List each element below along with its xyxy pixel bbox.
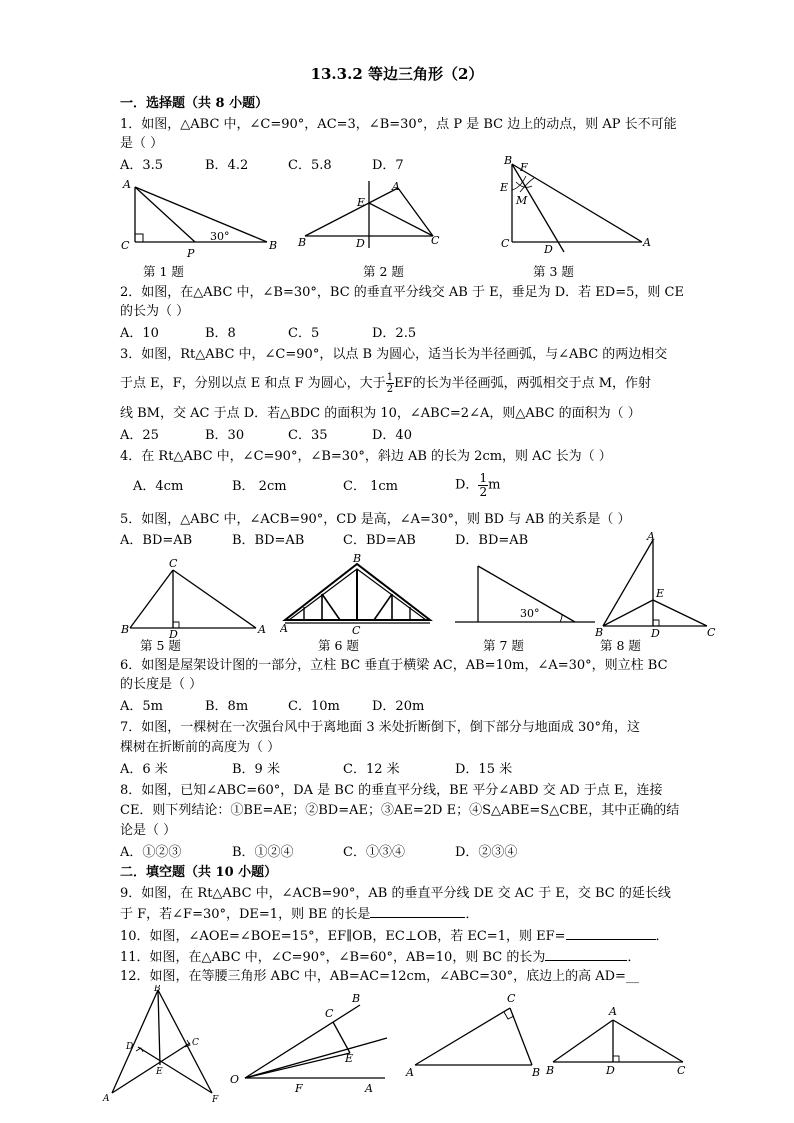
q8-option-b[interactable]: B．①②④	[232, 845, 294, 860]
fig1-label-a: A	[123, 178, 131, 191]
q3-option-a[interactable]: A．25	[120, 428, 159, 443]
fig3-label-b: B	[504, 154, 513, 167]
fig8-label-a: A	[647, 530, 655, 543]
q6-option-a[interactable]: A．5m	[120, 699, 163, 714]
q2-option-d[interactable]: D．2.5	[372, 326, 417, 341]
q11-answer-blank[interactable]	[545, 948, 627, 961]
q8-line3: 论是（ ）	[120, 823, 177, 838]
fig12-label-a: A	[609, 1005, 617, 1018]
fig8-label-e: E	[656, 587, 665, 600]
figure-12	[543, 1000, 693, 1080]
q6-line1: 6．如图是屋架设计图的一部分，立柱 BC 垂直于横梁 AC，AB=10m，∠A=30°，则立柱 BC	[120, 658, 668, 673]
q9-line1: 9．如图，在 Rt△ABC 中，∠ACB=90°，AB 的垂直平分线 DE 交 AC 于 E，交 BC 的延长线	[120, 886, 671, 901]
q7-option-c[interactable]: C．12 米	[343, 762, 400, 777]
q9-line2-text: 于 F，若∠F=30°，DE=1，则 BE 的长是	[120, 907, 371, 922]
fig1-label-p: P	[187, 247, 195, 260]
q12-line1	[120, 968, 639, 986]
fig3-label-m: M	[516, 194, 528, 207]
q10-answer-blank[interactable]	[566, 927, 656, 940]
fig3-label-a: A	[643, 236, 651, 249]
fig10-label-o: O	[230, 1073, 240, 1086]
q6-option-c[interactable]: C．10m	[288, 699, 340, 714]
fig3-label-f: F	[520, 161, 528, 174]
q8-option-d[interactable]: D．②③④	[455, 845, 518, 860]
q3-line1: 3．如图，Rt△ABC 中，∠C=90°，以点 B 为圆心，适当长为半径画弧，与∠ABC 的两边相交	[120, 347, 668, 362]
q2-option-c[interactable]: C．5	[288, 326, 320, 341]
q5-line1: 5．如图，△ABC 中，∠ACB=90°，CD 是高，∠A=30°，则 BD 与 AB 的关系是（ ）	[120, 512, 631, 527]
q8-option-c[interactable]: C．①③④	[343, 845, 405, 860]
q3-line2-end: EF的长为半径画弧，两弧相交于点 M，作射	[394, 376, 652, 391]
fig10-label-e: E	[345, 1052, 354, 1065]
fig5-label-c: C	[169, 558, 178, 570]
fig6-label-a: A	[280, 622, 288, 635]
q2-option-a[interactable]: A．10	[120, 326, 159, 341]
q2-line2: 的长为（ ）	[120, 304, 190, 319]
fig6-label-b: B	[353, 552, 362, 565]
q9-line2-end: ．	[465, 907, 479, 922]
fig9-label-f: F	[212, 1095, 219, 1105]
figure-10	[225, 990, 395, 1100]
q8-option-a[interactable]: A．①②③	[120, 845, 182, 860]
fig12-label-d: D	[606, 1064, 615, 1077]
q6-option-d[interactable]: D．20m	[372, 699, 425, 714]
figure-6	[280, 552, 435, 637]
figure-2	[295, 178, 450, 256]
fig2-label-d: D	[356, 237, 365, 250]
fig10-label-b: B	[352, 992, 361, 1005]
q8-line2: CE．则下列结论：①BE=AE；②BD=AE；③AE=2D E；④S△ABE=S△CBE，其中正确的结	[120, 803, 680, 818]
figure-1	[115, 175, 290, 260]
q10-end: ．	[655, 929, 669, 944]
q3-line3: 线 BM，交 AC 于点 D．若△BDC 的面积为 10，∠ABC=2∠A，则△ABC 的面积为（ ）	[120, 406, 641, 421]
q12-text: 12．如图，在等腰三角形 ABC 中，AB=AC=12cm，∠ABC=30°，底边上的高 AD=	[120, 969, 626, 984]
fig5-label-a: A	[258, 623, 266, 636]
q10-line1	[120, 927, 669, 946]
section-choice-heading: 一．选择题（共 8 小题）	[120, 96, 269, 111]
fig8-label-d: D	[651, 627, 660, 640]
figure-8	[595, 530, 720, 640]
figure-7	[450, 560, 598, 632]
fig5-label-d: D	[169, 628, 178, 640]
fig8-label-c: C	[707, 626, 716, 639]
q4-option-d[interactable]	[455, 472, 500, 499]
fig5-label-b: B	[121, 623, 130, 636]
q4-option-a[interactable]: A．4cm	[133, 479, 184, 494]
fig3-label-d: D	[544, 243, 553, 256]
q4-option-d-num: 1	[479, 471, 488, 485]
q12-end[interactable]: __	[625, 969, 639, 984]
q2-option-b[interactable]: B．8	[205, 326, 236, 341]
caption-fig2: 第 2 题	[363, 264, 404, 279]
fig2-label-a: A	[392, 180, 400, 193]
fig1-label-angle: 30°	[210, 230, 230, 243]
fig11-label-c: C	[507, 992, 516, 1005]
q3-option-d[interactable]: D．40	[372, 428, 412, 443]
q5-option-a[interactable]: A．BD=AB	[120, 533, 193, 548]
q3-fraction-den: 2	[386, 384, 394, 395]
fig9-label-a: A	[103, 1094, 110, 1104]
q6-option-b[interactable]: B．8m	[205, 699, 249, 714]
q5-option-b[interactable]: B．BD=AB	[232, 533, 305, 548]
q3-line2	[120, 372, 651, 395]
fig10-label-c: C	[325, 1007, 334, 1020]
q7-line2: 棵树在折断前的高度为（ ）	[120, 740, 281, 755]
fig8-label-b: B	[595, 626, 604, 639]
fig9-label-b: B	[154, 985, 161, 994]
q11-end: ．	[627, 950, 641, 965]
fig1-label-b: B	[269, 239, 278, 252]
caption-fig8: 第 8 题	[600, 638, 641, 653]
q4-option-d-label: D．	[455, 477, 479, 493]
fig2-label-c: C	[431, 234, 440, 247]
q1-option-d[interactable]: D．7	[372, 158, 404, 173]
fig10-label-a: A	[365, 1082, 373, 1095]
figure-11	[400, 990, 545, 1082]
q11-text: 11．如图，在△ABC 中，∠C=90°，∠B=60°，AB=10，则 BC 的长为	[120, 950, 546, 965]
q11-line1	[120, 948, 640, 967]
q2-line1: 2．如图，在△ABC 中，∠B=30°，BC 的垂直平分线交 AB 于 E，垂足为 D．若 ED=5，则 CE	[120, 285, 684, 300]
q3-fraction	[386, 372, 394, 395]
caption-fig1: 第 1 题	[143, 264, 184, 279]
fig2-label-e: E	[357, 196, 366, 209]
figure-3	[498, 152, 658, 257]
q9-answer-blank[interactable]	[370, 905, 465, 918]
q5-option-c[interactable]: C．BD=AB	[343, 533, 416, 548]
q7-option-d[interactable]: D．15 米	[455, 762, 513, 777]
fig2-label-b: B	[298, 236, 307, 249]
q3-fraction-num: 1	[386, 372, 394, 383]
q4-option-d-unit: m	[488, 477, 501, 493]
fig1-label-c: C	[121, 239, 130, 252]
fig10-label-f: F	[295, 1082, 303, 1095]
fig11-label-a: A	[406, 1066, 414, 1079]
q3-line2-start: 于点 E，F，分别以点 E 和点 F 为圆心，大于	[120, 376, 386, 391]
q4-option-d-den: 2	[479, 485, 488, 499]
q7-line1: 7．如图，一棵树在一次强台风中于离地面 3 米处折断倒下，倒下部分与地面成 30°角，这	[120, 720, 640, 735]
fig12-label-c: C	[677, 1064, 686, 1077]
q3-option-b[interactable]: B．30	[205, 428, 245, 443]
fig9-label-e: E	[156, 1067, 163, 1077]
q1-line2: 是（ ）	[120, 136, 164, 151]
q4-option-d-fraction	[478, 472, 488, 499]
figure-5	[118, 558, 276, 640]
q5-option-d[interactable]: D．BD=AB	[455, 533, 529, 548]
caption-fig5: 第 5 题	[140, 638, 181, 653]
q4-option-c[interactable]: C． 1cm	[343, 479, 398, 494]
q8-line1: 8．如图，已知∠ABC=60°，DA 是 BC 的垂直平分线，BE 平分∠ABD 交 AD 于点 E，连接	[120, 783, 663, 798]
fig7-label-angle: 30°	[520, 607, 540, 620]
section-fill-heading: 二．填空题（共 10 小题）	[120, 865, 278, 880]
fig9-label-c: C	[192, 1038, 199, 1048]
fig9-label-d: D	[126, 1042, 134, 1052]
fig3-label-c: C	[501, 237, 510, 250]
figure-9	[100, 985, 230, 1105]
q9-line2	[120, 905, 478, 924]
fig11-label-b: B	[532, 1066, 541, 1079]
fig12-label-b: B	[546, 1064, 555, 1077]
fig6-label-c: C	[352, 624, 361, 637]
q6-line2: 的长度是（ ）	[120, 677, 203, 692]
q1-option-b[interactable]: B．4.2	[205, 158, 249, 173]
q4-option-b[interactable]: B． 2cm	[232, 479, 287, 494]
q1-option-c[interactable]: C．5.8	[288, 158, 332, 173]
caption-fig7: 第 7 题	[483, 638, 524, 653]
q7-option-a[interactable]: A．6 米	[120, 762, 168, 777]
q1-option-a[interactable]: A．3.5	[120, 158, 164, 173]
q3-option-c[interactable]: C．35	[288, 428, 328, 443]
q4-line1: 4．在 Rt△ABC 中，∠C=90°，∠B=30°，斜边 AB 的长为 2cm，则 AC 长为（ ）	[120, 449, 612, 464]
caption-fig6: 第 6 题	[318, 638, 359, 653]
q1-line1: 1．如图，△ABC 中，∠C=90°，AC=3，∠B=30°，点 P 是 BC 边上的动点，则 AP 长不可能	[120, 117, 677, 132]
q10-text: 10．如图，∠AOE=∠BOE=15°，EF∥OB，EC⊥OB，若 EC=1，则 EF=	[120, 929, 566, 944]
fig3-label-e: E	[500, 181, 509, 194]
page-title: 13.3.2 等边三角形（2）	[310, 65, 484, 83]
q7-option-b[interactable]: B．9 米	[232, 762, 280, 777]
caption-fig3: 第 3 题	[533, 264, 574, 279]
